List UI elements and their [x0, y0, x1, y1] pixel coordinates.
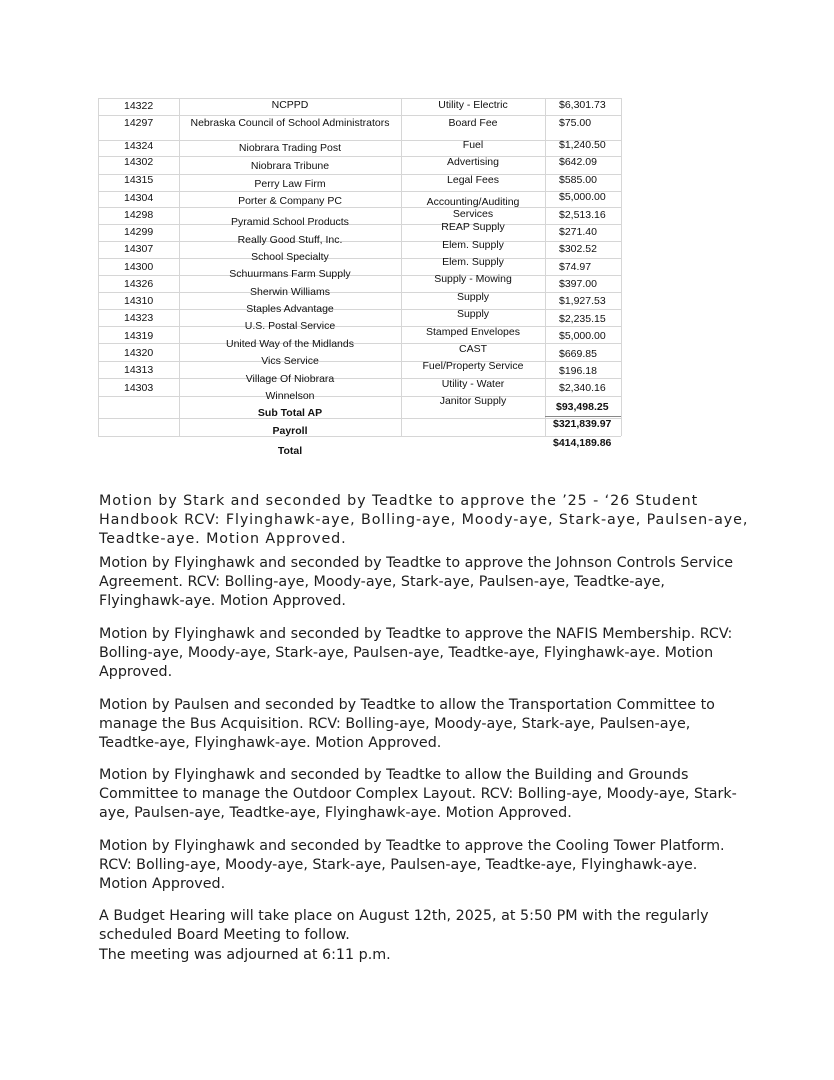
- check-number: 14304: [124, 192, 154, 204]
- expense-description: Legal Fees: [447, 174, 499, 186]
- subtotal-underline: [545, 416, 621, 417]
- check-number: 14315: [124, 174, 154, 186]
- motion-outdoor-complex: Motion by Flyinghawk and seconded by Teadtke to allow the Building and Grounds Committee to manage the Outdoor Complex Layout. RCV: Bolling-aye, Moody-aye, Stark-aye, Paulsen-aye, Teadtke-aye, Flyinghawk-aye. Motion Approved.: [99, 767, 737, 821]
- table-gridline: [98, 174, 621, 175]
- expense-description: Elem. Supply: [442, 256, 504, 268]
- table-gridline: [545, 98, 546, 436]
- subtotal-label: Sub Total AP: [257, 407, 323, 419]
- check-number: 14322: [124, 100, 154, 112]
- vendor-name: Pyramid School Products: [231, 216, 349, 228]
- check-number: 14326: [124, 278, 154, 290]
- amount: $75.00: [559, 117, 592, 129]
- vendor-name: Niobrara Trading Post: [238, 142, 342, 154]
- amount: $5,000.00: [559, 330, 606, 342]
- vendor-name: School Specialty: [251, 251, 329, 263]
- vendor-name: Nebraska Council of School Administrators: [190, 117, 390, 129]
- check-number: 14302: [124, 156, 154, 168]
- amount: $642.09: [559, 156, 597, 168]
- amount: $1,240.50: [559, 139, 606, 151]
- vendor-name: United Way of the Midlands: [225, 338, 354, 350]
- check-number: 14297: [124, 117, 154, 129]
- expense-description: Board Fee: [448, 117, 498, 129]
- expense-description: Utility - Water: [441, 378, 505, 390]
- check-number: 14300: [124, 261, 154, 273]
- expense-description: Accounting/Auditing Services: [426, 196, 520, 220]
- check-number: 14323: [124, 312, 154, 324]
- expense-description: Stamped Envelopes: [426, 326, 520, 338]
- amount: $669.85: [559, 348, 597, 360]
- amount: $196.18: [559, 365, 597, 377]
- vendor-name: Perry Law Firm: [254, 178, 326, 190]
- amount: $271.40: [559, 226, 597, 238]
- table-gridline: [98, 140, 621, 141]
- expense-description: Utility - Electric: [438, 99, 508, 111]
- amount: $74.97: [559, 261, 592, 273]
- table-gridline: [98, 98, 99, 436]
- check-number: 14320: [124, 347, 154, 359]
- vendor-name: Schuurmans Farm Supply: [229, 268, 351, 280]
- table-gridline: [98, 207, 621, 208]
- claims-table: [0, 0, 834, 470]
- table-gridline: [621, 98, 622, 436]
- table-gridline: [401, 98, 402, 436]
- vendor-name: Staples Advantage: [246, 303, 334, 315]
- vendor-name: Porter & Company PC: [238, 195, 342, 207]
- vendor-name: Really Good Stuff, Inc.: [237, 234, 343, 246]
- check-number: 14298: [124, 209, 154, 221]
- budget-hearing-notice: A Budget Hearing will take place on August 12th, 2025, at 5:50 PM with the regularly scheduled Board Meeting to follow.: [99, 908, 709, 943]
- vendor-name: NCPPD: [271, 99, 309, 111]
- expense-description: Fuel: [462, 139, 484, 151]
- motion-student-handbook: Motion by Stark and seconded by Teadtke to approve the ’25 - ‘26 Student Handbook RCV: Flyinghawk-aye, Bolling-aye, Moody-aye, Stark-aye, Paulsen-aye, Teadtke-aye. Motion Approved.: [99, 493, 749, 547]
- total-label: Total: [277, 445, 303, 457]
- check-number: 14299: [124, 226, 154, 238]
- motion-bus-acquisition: Motion by Paulsen and seconded by Teadtke to allow the Transportation Committee to manage the Bus Acquisition. RCV: Bolling-aye, Moody-aye, Stark-aye, Paulsen-aye, Teadtke-aye, Flyinghawk-aye. Motion Approved.: [99, 697, 715, 751]
- expense-description: Fuel/Property Service: [422, 360, 524, 372]
- check-number: 14310: [124, 295, 154, 307]
- expense-description: REAP Supply: [441, 221, 505, 233]
- vendor-name: Sherwin Williams: [250, 286, 330, 298]
- vendor-name: Vics Service: [261, 355, 319, 367]
- amount: $302.52: [559, 243, 597, 255]
- amount: $2,235.15: [559, 313, 606, 325]
- table-gridline: [98, 115, 621, 116]
- motion-cooling-tower: Motion by Flyinghawk and seconded by Teadtke to approve the Cooling Tower Platform. RCV: Bolling-aye, Moody-aye, Stark-aye, Paulsen-aye, Teadtke-aye, Flyinghawk-aye. Motion Approved.: [99, 838, 725, 892]
- check-number: 14307: [124, 243, 154, 255]
- expense-description: Janitor Supply: [439, 395, 507, 407]
- amount: $397.00: [559, 278, 597, 290]
- vendor-name: Village Of Niobrara: [245, 373, 335, 385]
- motion-nafis-membership: Motion by Flyinghawk and seconded by Teadtke to approve the NAFIS Membership. RCV: Bolling-aye, Moody-aye, Stark-aye, Paulsen-aye, Teadtke-aye, Flyinghawk-aye. Motion Approved.: [99, 626, 733, 680]
- check-number: 14303: [124, 382, 154, 394]
- amount: $6,301.73: [559, 99, 606, 111]
- total-amount: $414,189.86: [553, 437, 612, 449]
- vendor-name: U.S. Postal Service: [244, 320, 336, 332]
- table-gridline: [98, 191, 621, 192]
- payroll-amount: $321,839.97: [553, 418, 612, 430]
- amount: $5,000.00: [559, 191, 606, 203]
- expense-description: Elem. Supply: [442, 239, 504, 251]
- expense-description: Supply - Mowing: [434, 273, 512, 285]
- amount: $1,927.53: [559, 295, 606, 307]
- vendor-name: Winnelson: [265, 390, 315, 402]
- expense-description: Supply: [456, 308, 490, 320]
- table-gridline: [98, 156, 621, 157]
- check-number: 14313: [124, 364, 154, 376]
- amount: $585.00: [559, 174, 597, 186]
- vendor-name: Niobrara Tribune: [250, 160, 330, 172]
- check-number: 14319: [124, 330, 154, 342]
- amount: $2,513.16: [559, 209, 606, 221]
- motion-johnson-controls: Motion by Flyinghawk and seconded by Teadtke to approve the Johnson Controls Service Agreement. RCV: Bolling-aye, Moody-aye, Stark-aye, Paulsen-aye, Teadtke-aye, Flyinghawk-aye. Motion Approved.: [99, 555, 734, 609]
- table-gridline: [179, 98, 180, 436]
- expense-description: Advertising: [447, 156, 499, 168]
- adjournment-note: The meeting was adjourned at 6:11 p.m.: [99, 947, 391, 963]
- payroll-label: Payroll: [272, 425, 308, 437]
- expense-description: Supply: [456, 291, 490, 303]
- check-number: 14324: [124, 140, 154, 152]
- amount: $2,340.16: [559, 382, 606, 394]
- expense-description: CAST: [458, 343, 487, 355]
- subtotal-amount: $93,498.25: [556, 401, 609, 413]
